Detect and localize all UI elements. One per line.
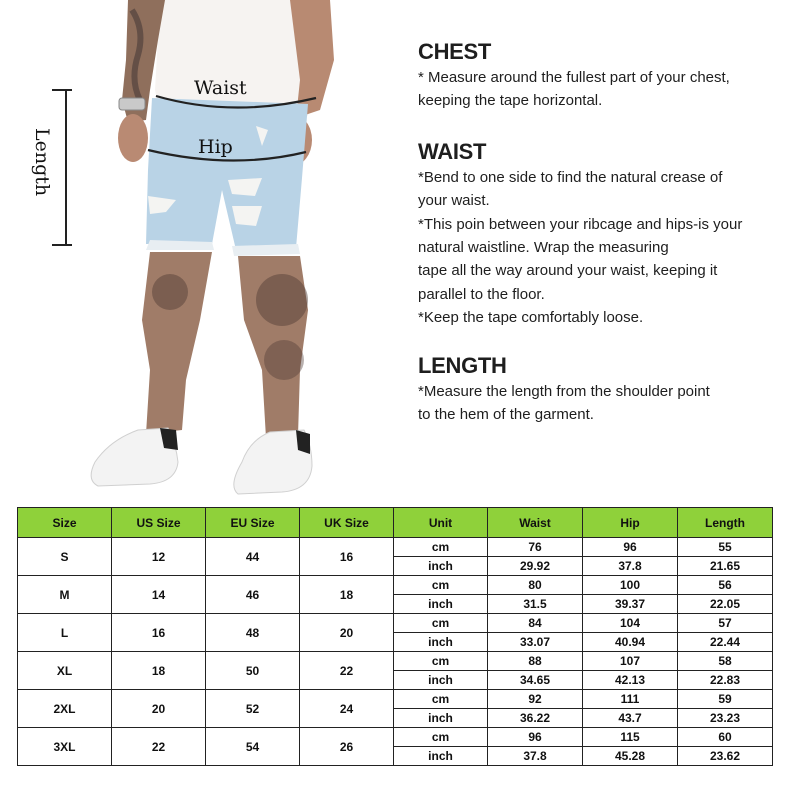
unit-cell: cm [394,728,488,747]
hip-cell: 96 [583,538,678,557]
size-cell: L [18,614,112,652]
size-cell: XL [18,652,112,690]
table-row [18,652,773,671]
us-size-cell: 16 [112,614,206,652]
waist-label: Waist [194,77,247,99]
left-hand [118,114,148,162]
size-chart-table [17,507,773,766]
length-cell: 60 [678,728,773,747]
header-us-size: US Size [112,508,206,538]
hip-cell: 37.8 [583,557,678,576]
hip-cell: 115 [583,728,678,747]
us-size-cell: 14 [112,576,206,614]
header-uk-size: UK Size [300,508,394,538]
length-cell: 58 [678,652,773,671]
length-cell: 59 [678,690,773,709]
length-cell: 23.23 [678,709,773,728]
unit-cell: cm [394,538,488,557]
waist-line: *This poin between your ribcage and hips-is your [418,215,743,233]
us-size-cell: 18 [112,652,206,690]
waist-cell: 88 [488,652,583,671]
eu-size-cell: 54 [206,728,300,766]
hip-cell: 111 [583,690,678,709]
hip-cell: 40.94 [583,633,678,652]
denim-shorts [146,98,308,250]
length-title: LENGTH [418,352,507,378]
waist-line: natural waistline. Wrap the measuring [418,239,669,257]
uk-size-cell: 24 [300,690,394,728]
hip-cell: 39.37 [583,595,678,614]
eu-size-cell: 50 [206,652,300,690]
waist-cell: 33.07 [488,633,583,652]
header-eu-size: EU Size [206,508,300,538]
waist-cell: 36.22 [488,709,583,728]
length-cell: 22.44 [678,633,773,652]
unit-cell: inch [394,557,488,576]
size-cell: S [18,538,112,576]
length-cell: 22.83 [678,671,773,690]
table-row [18,576,773,595]
length-cell: 21.65 [678,557,773,576]
uk-size-cell: 26 [300,728,394,766]
hip-cell: 100 [583,576,678,595]
header-unit: Unit [394,508,488,538]
table-row [18,614,773,633]
waist-cell: 96 [488,728,583,747]
header-size: Size [18,508,112,538]
unit-cell: inch [394,671,488,690]
length-cell: 56 [678,576,773,595]
uk-size-cell: 16 [300,538,394,576]
hip-cell: 42.13 [583,671,678,690]
measurement-guide [418,38,793,426]
unit-cell: cm [394,690,488,709]
waist-cell: 84 [488,614,583,633]
length-cell: 55 [678,538,773,557]
uk-size-cell: 18 [300,576,394,614]
header-waist: Waist [488,508,583,538]
chest-line: keeping the tape horizontal. [418,92,603,110]
uk-size-cell: 22 [300,652,394,690]
eu-size-cell: 46 [206,576,300,614]
eu-size-cell: 48 [206,614,300,652]
waist-title: WAIST [418,138,487,164]
waist-cell: 29.92 [488,557,583,576]
size-cell: 2XL [18,690,112,728]
unit-cell: cm [394,614,488,633]
hip-cell: 104 [583,614,678,633]
table-row [18,728,773,747]
chest-title: CHEST [418,39,492,64]
hip-cell: 107 [583,652,678,671]
length-cell: 22.05 [678,595,773,614]
hip-cell: 43.7 [583,709,678,728]
waist-cell: 80 [488,576,583,595]
table-row [18,538,773,557]
chest-line: * Measure around the fullest part of your chest, [418,69,730,86]
us-size-cell: 20 [112,690,206,728]
table-header-row [18,508,773,538]
unit-cell: inch [394,709,488,728]
watch-icon [119,98,145,110]
length-line: to the hem of the garment. [418,406,594,424]
waist-cell: 37.8 [488,747,583,766]
waist-line: *Keep the tape comfortably loose. [418,309,644,327]
size-cell: M [18,576,112,614]
model-illustration [0,0,400,500]
size-cell: 3XL [18,728,112,766]
size-chart-body [18,538,773,766]
waist-cell: 92 [488,690,583,709]
hip-cell: 45.28 [583,747,678,766]
us-size-cell: 22 [112,728,206,766]
waist-cell: 34.65 [488,671,583,690]
waist-line: parallel to the floor. [418,285,545,303]
header-hip: Hip [583,508,678,538]
unit-cell: cm [394,576,488,595]
eu-size-cell: 52 [206,690,300,728]
unit-cell: cm [394,652,488,671]
product-photo [0,0,400,500]
waist-cell: 31.5 [488,595,583,614]
unit-cell: inch [394,747,488,766]
table-row [18,690,773,709]
hip-label: Hip [198,136,233,158]
waist-line: tape all the way around your waist, keeping it [418,262,718,280]
waist-line: your waist. [418,192,490,210]
length-label: Length [31,128,53,197]
unit-cell: inch [394,633,488,652]
eu-size-cell: 44 [206,538,300,576]
uk-size-cell: 20 [300,614,394,652]
unit-cell: inch [394,595,488,614]
us-size-cell: 12 [112,538,206,576]
length-cell: 23.62 [678,747,773,766]
length-line: *Measure the length from the shoulder point [418,382,710,400]
waist-cell: 76 [488,538,583,557]
header-length: Length [678,508,773,538]
length-cell: 57 [678,614,773,633]
waist-line: *Bend to one side to find the natural crease of [418,168,723,186]
